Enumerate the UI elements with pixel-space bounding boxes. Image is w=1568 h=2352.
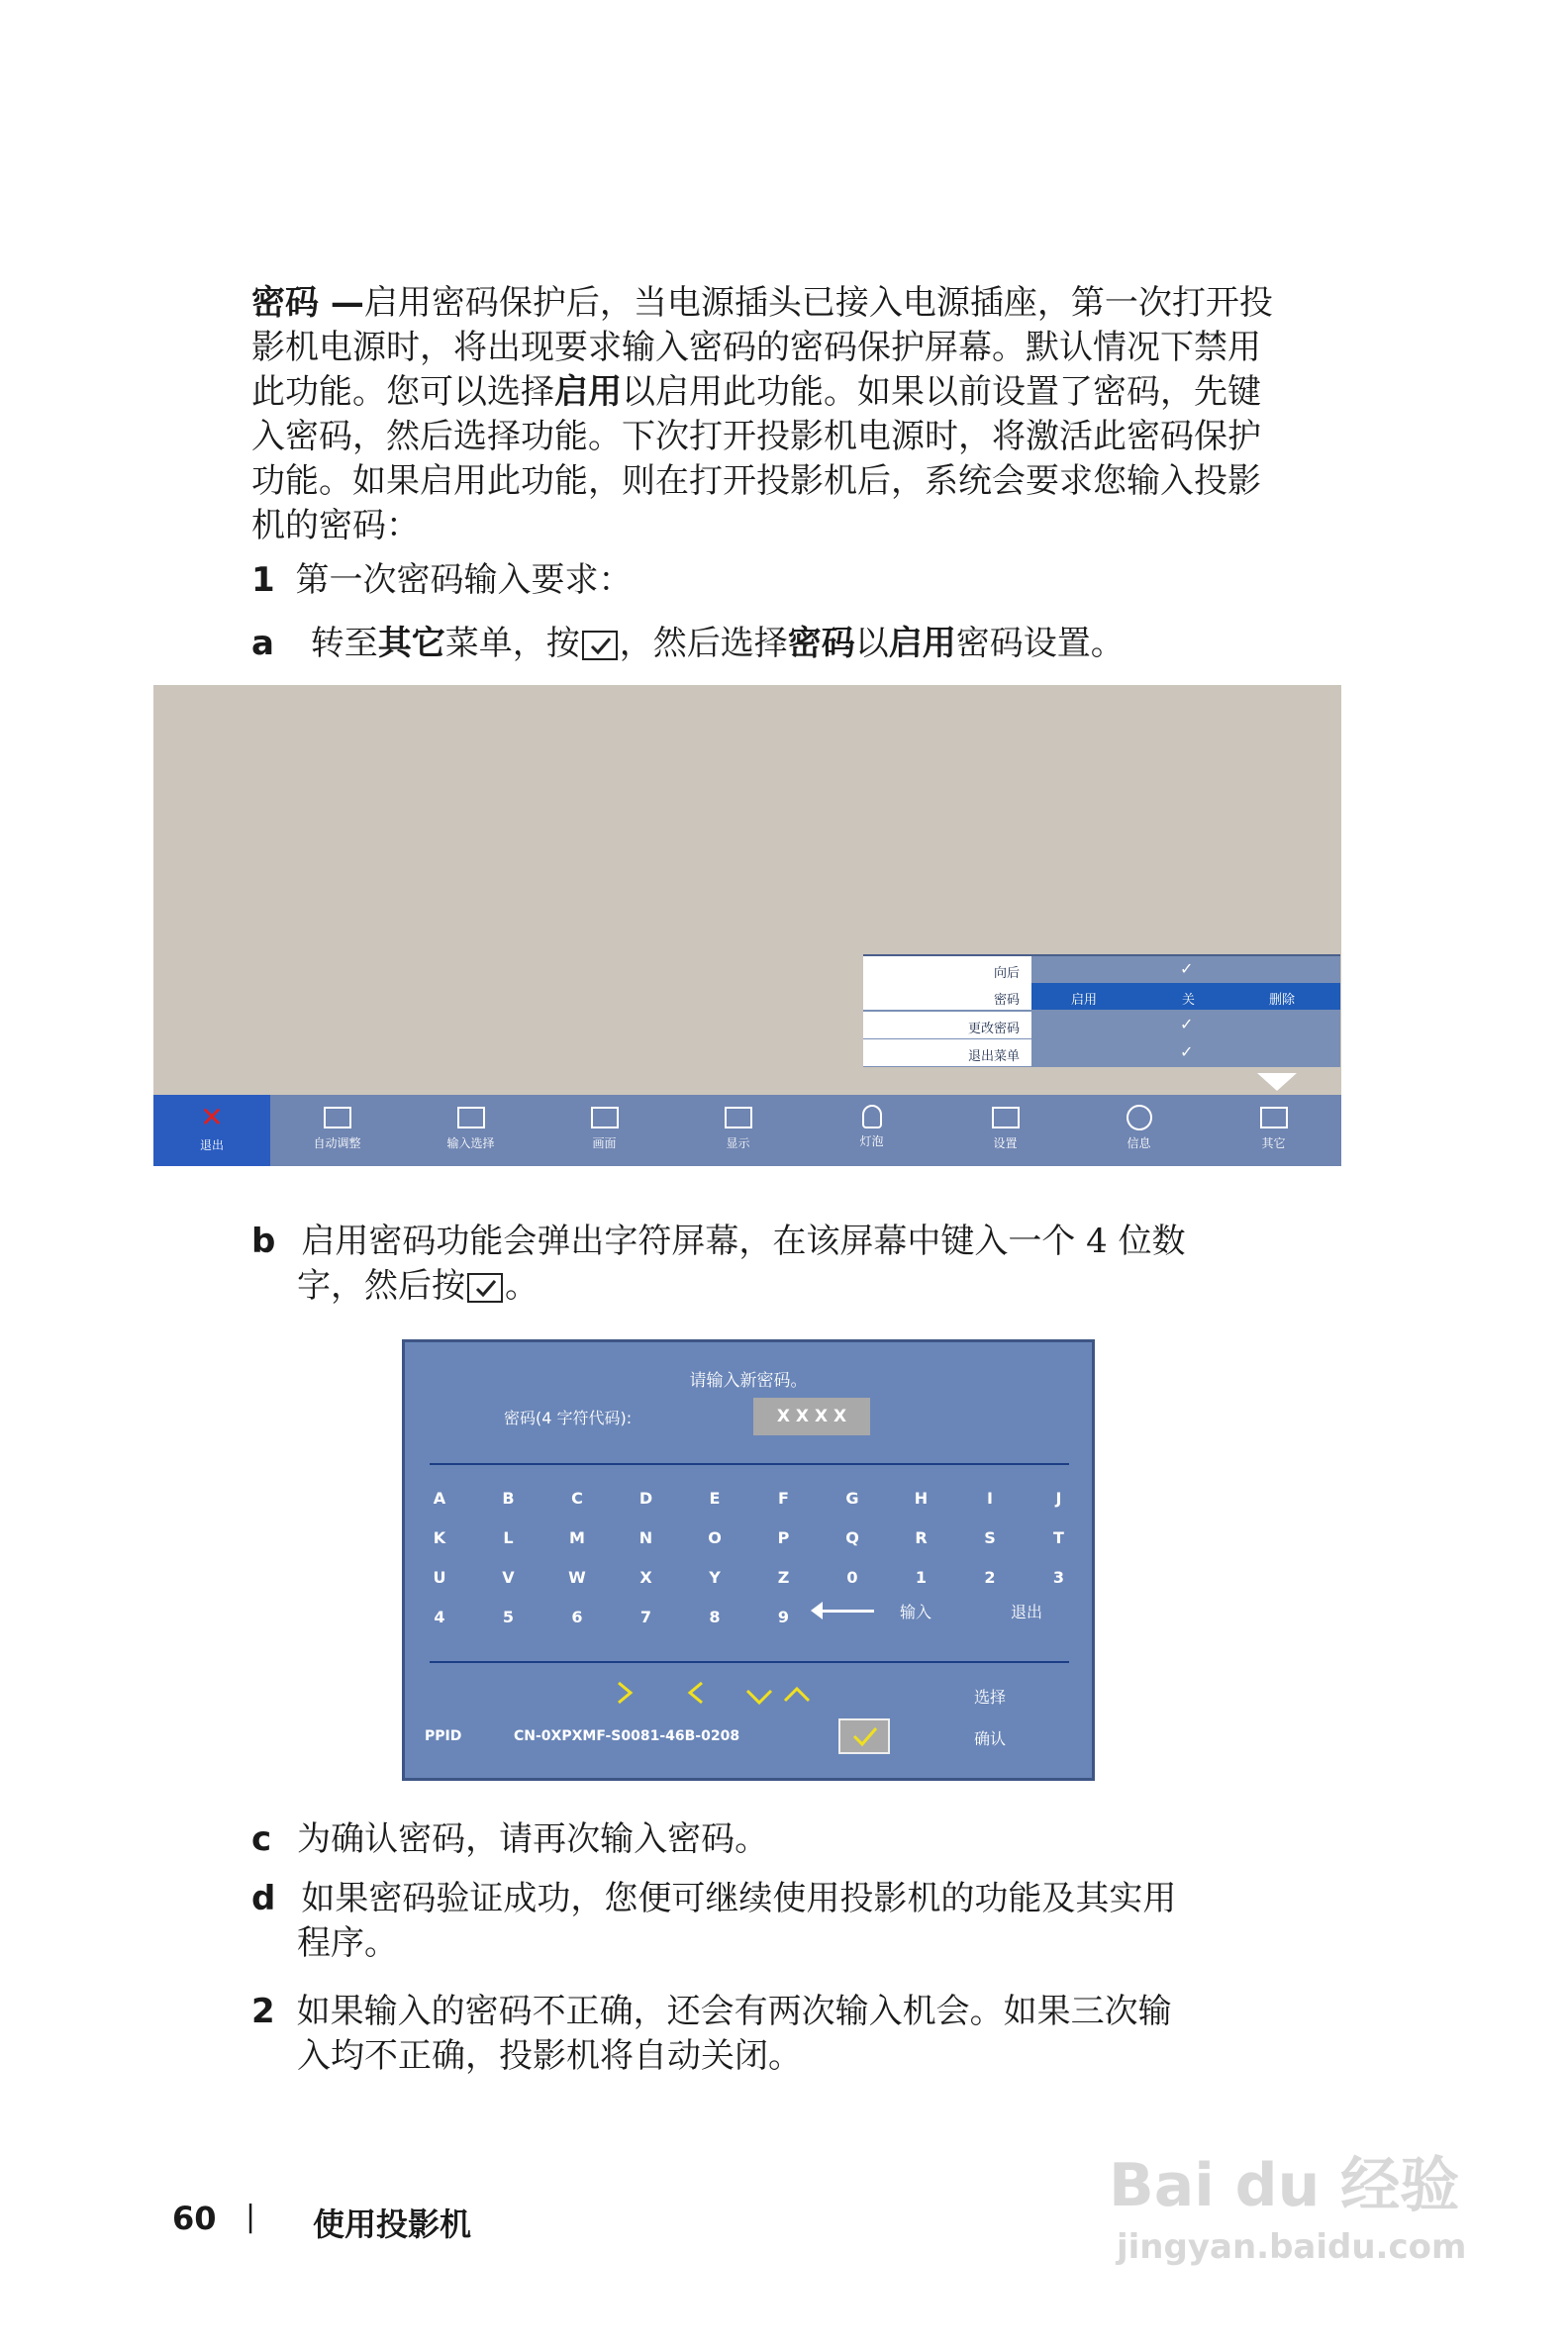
step-d: d 如果密码验证成功，您便可继续使用投影机的功能及其实用 程序。 bbox=[251, 1879, 1177, 1963]
auto-adjust-icon bbox=[324, 1107, 351, 1128]
step-letter: d bbox=[251, 1879, 276, 1918]
key-7[interactable]: 7 bbox=[639, 1608, 652, 1626]
step-2: 2 如果输入的密码不正确，还会有两次输入机会。如果三次输 入均不正确，投影机将自动关闭。 bbox=[251, 1992, 1172, 2076]
option-off[interactable]: 关 bbox=[1182, 993, 1196, 1008]
key-r[interactable]: R bbox=[915, 1528, 928, 1547]
osd-menu-screenshot bbox=[153, 685, 1341, 1166]
key-n[interactable]: N bbox=[638, 1528, 653, 1547]
key-9[interactable]: 9 bbox=[777, 1608, 790, 1626]
lamp-icon bbox=[862, 1105, 882, 1128]
key-e[interactable]: E bbox=[709, 1489, 721, 1508]
intro-line-6: 机的密码： bbox=[251, 506, 420, 545]
step-number: 2 bbox=[251, 1992, 275, 2031]
exit-key[interactable]: 退出 bbox=[1011, 1603, 1043, 1621]
tool-other[interactable]: 其它 bbox=[1206, 1095, 1341, 1166]
key-f[interactable]: F bbox=[778, 1489, 789, 1508]
key-d[interactable]: D bbox=[638, 1489, 653, 1508]
term-password: 密码 — bbox=[251, 283, 364, 323]
enter-key-icon bbox=[582, 631, 618, 660]
intro-line-1: 密码 —启用密码保护后，当电源插头已接入电源插座，第一次打开投 bbox=[251, 283, 1273, 323]
setup-icon bbox=[992, 1107, 1020, 1128]
check-icon bbox=[840, 1720, 888, 1752]
option-delete[interactable]: 删除 bbox=[1269, 993, 1296, 1008]
tool-info[interactable]: 信息 bbox=[1072, 1095, 1206, 1166]
arrow-down-icon bbox=[747, 1691, 771, 1703]
key-g[interactable]: G bbox=[845, 1489, 859, 1508]
confirm-button[interactable] bbox=[838, 1718, 890, 1754]
baidu-logo-watermark: Bai du 经验 bbox=[1109, 2151, 1460, 2220]
key-a[interactable]: A bbox=[433, 1489, 446, 1508]
picture-icon bbox=[591, 1107, 619, 1128]
check-icon: ✓ bbox=[1180, 959, 1194, 978]
code-display: X X X X bbox=[753, 1398, 870, 1435]
footer-section: 使用投影机 bbox=[313, 2205, 472, 2243]
key-l[interactable]: L bbox=[503, 1528, 514, 1547]
tool-auto-adjust[interactable]: 自动调整 bbox=[270, 1095, 404, 1166]
tool-picture[interactable]: 画面 bbox=[538, 1095, 671, 1166]
select-label: 选择 bbox=[974, 1688, 1007, 1707]
key-i[interactable]: I bbox=[987, 1489, 993, 1508]
intro-line-5: 功能。如果启用此功能，则在打开投影机后，系统会要求您输入投影 bbox=[251, 461, 1261, 501]
globe-icon bbox=[1127, 1105, 1152, 1130]
step-b: b 启用密码功能会弹出字符屏幕，在该屏幕中键入一个 4 位数 字，然后按 。 bbox=[251, 1222, 1186, 1306]
enter-key-icon bbox=[467, 1273, 503, 1303]
divider bbox=[430, 1463, 1069, 1465]
key-c[interactable]: C bbox=[571, 1489, 583, 1508]
tool-exit[interactable]: ✕ 退出 bbox=[153, 1095, 270, 1166]
step-a: a 转至其它菜单，按 ，然后选择密码以启用密码设置。 bbox=[251, 624, 1125, 663]
arrow-right-icon bbox=[619, 1683, 631, 1703]
divider bbox=[430, 1661, 1069, 1663]
code-label: 密码(4 字符代码): bbox=[504, 1409, 633, 1427]
option-enable[interactable]: 启用 bbox=[1071, 993, 1098, 1008]
step-letter: b bbox=[251, 1222, 276, 1261]
menu-row-change-password[interactable]: 更改密码 ✓ bbox=[863, 1012, 1340, 1038]
key-x[interactable]: X bbox=[639, 1568, 652, 1587]
key-o[interactable]: O bbox=[708, 1528, 722, 1547]
password-keypad-screenshot bbox=[402, 1339, 1095, 1781]
other-icon bbox=[1260, 1107, 1288, 1128]
key-3[interactable]: 3 bbox=[1052, 1568, 1065, 1587]
key-j[interactable]: J bbox=[1055, 1489, 1062, 1508]
key-b[interactable]: B bbox=[502, 1489, 515, 1508]
page-number: 60 bbox=[172, 2200, 217, 2237]
key-u[interactable]: U bbox=[433, 1568, 446, 1587]
baidu-url-watermark: jingyan.baidu.com bbox=[1117, 2227, 1467, 2267]
footer-separator: | bbox=[245, 2200, 256, 2234]
key-1[interactable]: 1 bbox=[915, 1568, 928, 1587]
key-p[interactable]: P bbox=[777, 1528, 790, 1547]
arrow-left-icon bbox=[690, 1683, 702, 1703]
close-icon: ✕ bbox=[200, 1101, 224, 1133]
key-0[interactable]: 0 bbox=[846, 1568, 858, 1587]
intro-paragraph bbox=[251, 281, 1350, 548]
key-h[interactable]: H bbox=[914, 1489, 929, 1508]
keypad-title: 请输入新密码。 bbox=[689, 1371, 808, 1391]
arrow-up-icon bbox=[785, 1689, 809, 1701]
key-8[interactable]: 8 bbox=[709, 1608, 721, 1626]
key-k[interactable]: K bbox=[433, 1528, 446, 1547]
key-w[interactable]: W bbox=[568, 1568, 586, 1587]
tool-display[interactable]: 显示 bbox=[671, 1095, 805, 1166]
key-t[interactable]: T bbox=[1053, 1528, 1064, 1547]
enter-key[interactable]: 输入 bbox=[900, 1603, 932, 1621]
intro-line-2: 影机电源时，将出现要求输入密码的密码保护屏幕。默认情况下禁用 bbox=[251, 328, 1261, 367]
check-icon: ✓ bbox=[1180, 1042, 1194, 1061]
intro-line-4: 入密码，然后选择功能。下次打开投影机电源时，将激活此密码保护 bbox=[251, 417, 1261, 456]
tool-lamp[interactable]: 灯泡 bbox=[805, 1095, 938, 1166]
key-m[interactable]: M bbox=[569, 1528, 585, 1547]
step-letter: a bbox=[251, 624, 274, 663]
key-2[interactable]: 2 bbox=[984, 1568, 996, 1587]
key-s[interactable]: S bbox=[984, 1528, 996, 1547]
key-v[interactable]: V bbox=[502, 1568, 515, 1587]
display-icon bbox=[725, 1107, 752, 1128]
key-y[interactable]: Y bbox=[709, 1568, 721, 1587]
osd-toolbar bbox=[153, 1095, 1341, 1166]
menu-row-back[interactable]: 向后 ✓ bbox=[863, 956, 1340, 983]
arrow-keys bbox=[615, 1679, 813, 1713]
step-letter: c bbox=[251, 1819, 272, 1859]
ppid-label: PPID bbox=[425, 1728, 462, 1744]
key-6[interactable]: 6 bbox=[571, 1608, 583, 1626]
ppid-value: CN-0XPXMF-S0081-46B-0208 bbox=[514, 1728, 740, 1744]
key-q[interactable]: Q bbox=[845, 1528, 859, 1547]
key-4[interactable]: 4 bbox=[434, 1608, 445, 1626]
scroll-down-icon bbox=[1257, 1073, 1297, 1091]
backspace-icon[interactable] bbox=[821, 1610, 874, 1613]
confirm-label: 确认 bbox=[974, 1729, 1007, 1748]
step-number: 1 bbox=[251, 560, 275, 600]
step-1: 1 第一次密码输入要求： bbox=[251, 560, 633, 600]
step-c: c 为确认密码，请再次输入密码。 bbox=[251, 1819, 769, 1859]
check-icon: ✓ bbox=[1180, 1015, 1194, 1033]
menu-row-password[interactable]: 密码 启用 关 删除 bbox=[863, 983, 1340, 1010]
input-select-icon bbox=[457, 1107, 485, 1128]
key-z[interactable]: Z bbox=[777, 1568, 790, 1587]
key-5[interactable]: 5 bbox=[502, 1608, 515, 1626]
other-submenu bbox=[863, 954, 1340, 1067]
tool-input-select[interactable]: 输入选择 bbox=[404, 1095, 538, 1166]
tool-setup[interactable]: 设置 bbox=[938, 1095, 1072, 1166]
menu-row-exit-menu[interactable]: 退出菜单 ✓ bbox=[863, 1039, 1340, 1066]
intro-line-3: 此功能。您可以选择启用以启用此功能。如果以前设置了密码，先键 bbox=[251, 372, 1261, 412]
